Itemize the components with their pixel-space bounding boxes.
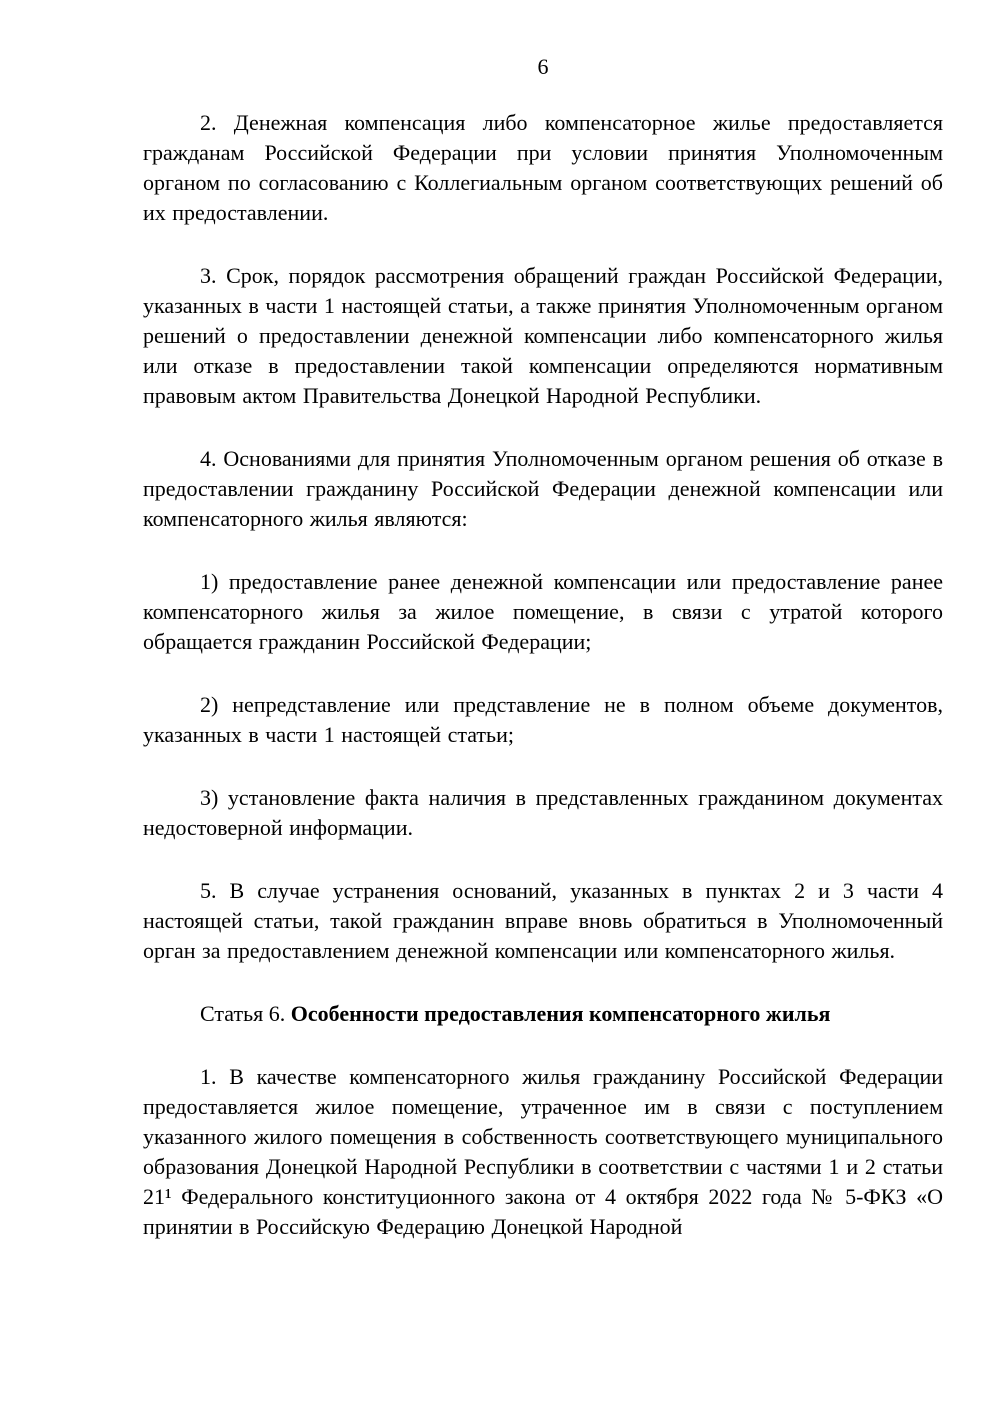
article5-part5-paragraph: 5. В случае устранения оснований, указанных в пунктах 2 и 3 части 4 настоящей статьи, такой гражданин вправе вновь обратиться в Уполномоченный орган за предоставлением денежной компенсации или компенсаторного жилья. [143,878,943,963]
article5-part4-item3: 3) установление факта наличия в представленных гражданином документах недостоверной информации. [143,785,943,840]
article5-part4-item1: 1) предоставление ранее денежной компенсации или предоставление ранее компенсаторного жилья за жилое помещение, в связи с утратой которого обращается гражданин Российской Федерации; [143,569,943,654]
article6-heading [143,999,943,1029]
article5-part3-paragraph: 3. Срок, порядок рассмотрения обращений граждан Российской Федерации, указанных в части 1 настоящей статьи, а также принятия Уполномоченным органом решений о предоставлении денежной компенсации либо компенсаторного жилья или отказе в предоставлении такой компенсации определяются нормативным правовым актом Правительства Донецкой Народной Республики. [143,263,943,408]
article6-part1-paragraph: 1. В качестве компенсаторного жилья гражданину Российской Федерации предоставляется жилое помещение, утраченное им в связи с поступлением указанного жилого помещения в собственность соответствующего муниципального образования Донецкой Народной Республики в соответствии с частями 1 и 2 статьи 21¹ Федерального конституционного закона от 4 октября 2022 года № 5-ФКЗ «О принятии в Российскую Федерацию Донецкой Народной [143,1064,943,1239]
article5-part4-intro-paragraph: 4. Основаниями для принятия Уполномоченным органом решения об отказе в предоставлении гражданину Российской Федерации денежной компенсации или компенсаторного жилья являются: [143,446,943,531]
article5-part2-paragraph: 2. Денежная компенсация либо компенсаторное жилье предоставляется гражданам Российской Федерации при условии принятия Уполномоченным органом по согласованию с Коллегиальным органом соответствующих решений об их предоставлении. [143,110,943,225]
article5-part4-item2: 2) непредставление или представление не в полном объеме документов, указанных в части 1 настоящей статьи; [143,692,943,747]
article6-heading-number: Статья 6. [200,1001,286,1026]
article6-heading-title: Особенности предоставления компенсаторного жилья [290,1001,831,1026]
page-number: 6 [537,54,549,79]
